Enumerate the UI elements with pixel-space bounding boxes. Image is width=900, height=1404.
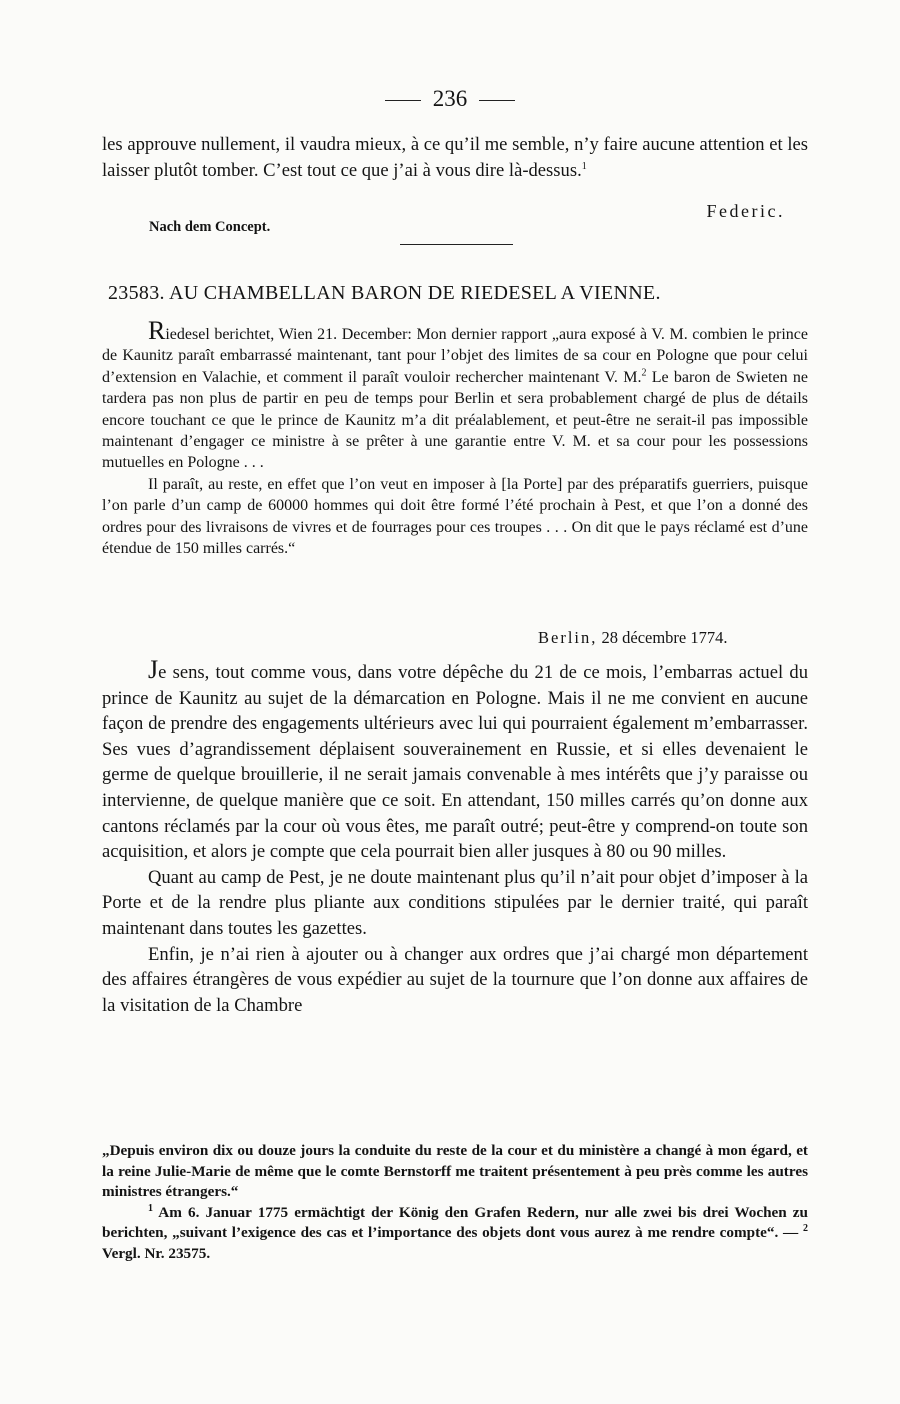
source-note: Nach dem Concept. [149,219,271,235]
dateline [538,628,728,648]
section-divider [400,244,513,245]
footnote-2-mark: 2 [803,1222,808,1234]
report-paragraph-2: Il paraît, au reste, en effet que l’on veut en imposer à [la Porte] par des préparatifs guerriers, puisque l’on parle d’un camp de 60000 hommes qui doit être formé l’été prochain à Pest, et que l’on a donné des ordres pour des livraisons de vivres et de fourrages pour ces troupes . . . On dit que le pays réclamé est d’une étendue de 150 milles carrés.“ [102,475,808,558]
report-excerpt [102,318,808,559]
footnote-1: Am 6. Januar 1775 ermächtigt der König den Grafen Redern, nur alle zwei bis drei Wochen zu berichten, „suivant l’exigence des cas et l’importance des objets dont vous aurez à me rendre compte“. — [102,1203,808,1241]
dateline-place: Berlin, [538,628,598,647]
document-title: AU CHAMBELLAN BARON DE RIEDESEL A VIENNE. [169,282,661,304]
continuation-text: les approuve nullement, il vaudra mieux, à ce qu’il me semble, n’y faire aucune attention et les laisser plutôt tomber. C’est tout ce que j’ai à vous dire là-dessus. [102,134,808,181]
letter-initial: J [148,655,159,684]
dateline-date: 28 décembre 1774. [601,628,728,647]
footnote-2: Vergl. Nr. 23575. [102,1244,211,1262]
letter-paragraph-2: Quant au camp de Pest, je ne doute maintenant plus qu’il n’ait pour objet d’imposer à la Porte et de la rendre plus pliante aux conditions stipulées par le dernier traité, qui paraît maintenant dans toutes les gazettes. [102,866,808,939]
letter-body [102,657,808,1018]
continuation-paragraph [102,132,808,183]
footnote-ref-2: 2 [641,367,647,379]
letter-paragraph-3: Enfin, je n’ai rien à ajouter ou à changer aux ordres que j’ai chargé mon département des affaires étrangères de vous expédier au sujet de la tournure que l’on donne aux affaires de la visitation de la Chambre [102,943,808,1016]
signature: Federic. [706,201,785,221]
report-paragraph-1: Riedesel berichtet, Wien 21. December: Mon dernier rapport „aura exposé à V. M. combien le prince de Kaunitz paraît embarrassé maintenant, tant pour l’objet des limites de sa cour en Pologne que pour celui d’extension en Valachie, et comment il paraît vouloir rechercher maintenant V. M.$^2$ Le baron de Swieten ne tardera pas non plus de partir en peu de temps pour Berlin et sera probablement chargé de plus de détails encore touchant ce que le prince de Kaunitz m’a dit préalablement, et peut-être ne serait-il pas impossible maintenant d’engager ce ministre à se prêter à une garantie entre V. M. et sa cour pour les possessions mutuelles en Pologne . . . [102,316,808,472]
page-header [0,86,900,112]
footnote-list [102,1203,808,1265]
footnote-ref-1: 1 [581,160,587,172]
header-rule-left [385,100,421,101]
letter-paragraph-1: Je sens, tout comme vous, dans votre dépêche du 21 de ce mois, l’embarras actuel du prince de Kaunitz au sujet de la démarcation en Pologne. Mais il ne me convient en aucune façon de prendre des engagements ultérieurs avec lui qui pourraient également m’embarrasser. Ses vues d’agrandissement déplaisent souverainement en Russie, et si elles devenaient le germe de quelque brouillerie, il ne serait jamais convenable à mes intérêts que j’y paraisse ou intervienne, de quelque manière que ce soit. En attendant, 150 milles carrés qu’on donne aux cantons réclamés par la cour où vous êtes, me paraît outré; peut-être y comprend-on toute son acquisition, et alors je compte que cela pourrait bien aller jusques à 80 ou 90 milles. [102,655,808,863]
document-heading [108,282,661,305]
page-number: 236 [432,86,468,111]
document-number: 23583. [108,282,165,304]
footnotes [102,1141,808,1264]
report-initial: R [148,316,166,345]
footnote-1-mark: 1 [148,1202,153,1214]
header-rule-right [479,100,515,101]
footnote-continuation: „Depuis environ dix ou douze jours la conduite du reste de la cour et du ministère a changé à mon égard, et la reine Julie-Marie de même que le comte Bernstorff me traitent présentement à peu près comme les autres ministres étrangers.“ [102,1142,808,1200]
